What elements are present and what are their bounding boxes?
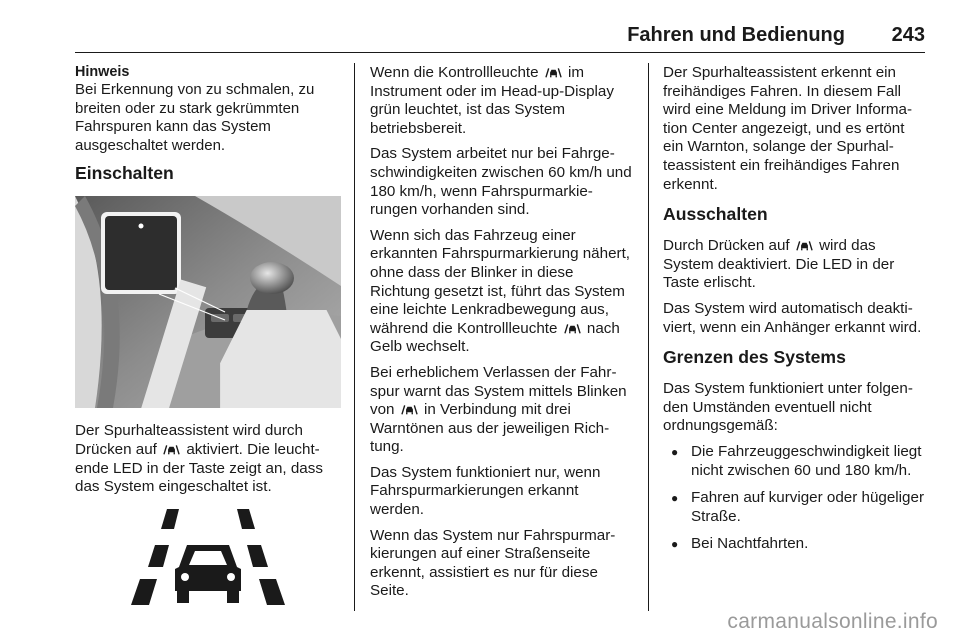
column-divider-2	[648, 63, 649, 611]
lane-keep-assist-icon	[545, 67, 562, 78]
column-2	[370, 64, 634, 608]
lane-keep-assist-symbol	[75, 505, 341, 609]
paragraph-limits: Das System funktioniert unter folgenden Umständen eventuell nicht ordnungsgemäß:	[663, 380, 913, 435]
paragraph-3: Wenn sich das Fahrzeug einer erkannten Fahrspurmarkierung nähert, ohne dass der Blinker in diese Richtung gesetzt ist, führt das System eine leichte Lenkradbewegung aus, während die Kontrollleuchte nach Gelb wechselt.	[370, 226, 631, 356]
heading-ausschalten: Ausschalten	[663, 204, 768, 225]
paragraph-deactivate: Durch Drücken auf wird das System deaktiviert. Die LED in der Taste erlischt.	[663, 237, 895, 292]
activation-text: Der Spurhalteassistent wird durch Drücken auf aktiviert. Die leuchtende LED in der Taste zeigt an, dass das System eingeschaltet ist.	[75, 422, 323, 496]
paragraph-4: Bei erheblichem Verlassen der Fahrspur warnt das System mittels Blinken von in Verbindung mit drei Warntönen aus der jeweiligen Richtung.	[370, 363, 627, 456]
lane-keep-assist-icon	[401, 404, 418, 415]
list-item: ● Die Fahrzeuggeschwindigkeit liegt nicht zwischen 60 und 180 km/h.	[663, 443, 927, 480]
lane-keep-assist-icon	[796, 240, 813, 251]
paragraph-1: Wenn die Kontrollleuchte im Instrument oder im Head-up-Display grün leuchtet, ist das System betriebsbereit.	[370, 64, 614, 137]
paragraph-trailer: Das System wird automatisch deaktiviert, wenn ein Anhänger erkannt wird.	[663, 299, 922, 336]
watermark: carmanualsonline.info	[727, 610, 938, 633]
limits-list	[663, 443, 927, 554]
note-body: Bei Erkennung von zu schmalen, zu breiten oder zu stark gekrümmten Fahrspuren kann das System ausgeschaltet werden.	[75, 81, 315, 154]
gear-console-photo	[75, 196, 341, 408]
header-rule	[75, 52, 925, 53]
note-title: Hinweis	[75, 64, 130, 80]
heading-grenzen: Grenzen des Systems	[663, 347, 846, 368]
column-1	[75, 64, 341, 623]
page-title: Fahren und Bedienung	[627, 24, 845, 46]
page-header	[75, 24, 925, 54]
list-item: ● Fahren auf kurviger oder hügeliger Straße.	[663, 489, 927, 526]
heading-einschalten: Einschalten	[75, 163, 174, 184]
lane-keep-assist-icon	[564, 323, 581, 334]
column-divider-1	[354, 63, 355, 611]
paragraph-5: Das System funktioniert nur, wenn Fahrspurmarkierungen erkannt werden.	[370, 463, 601, 519]
column-3	[663, 64, 927, 563]
paragraph-6: Wenn das System nur Fahrspurmarkierungen auf einer Straßenseite erkennt, assistiert es nur für diese Seite.	[370, 526, 616, 600]
list-item: ● Bei Nachtfahrten.	[663, 535, 927, 554]
paragraph-hands-off: Der Spurhalteassistent erkennt ein freihändiges Fahren. In diesem Fall wird eine Meldung im Driver Information Center angezeigt, und es ertönt ein Warnton, solange der Spurhalteassistent ein freihändiges Fahren erkennt.	[663, 64, 912, 193]
page-number: 243	[891, 24, 925, 46]
lane-keep-assist-icon	[163, 444, 180, 455]
paragraph-2: Das System arbeitet nur bei Fahrgeschwindigkeiten zwischen 60 km/h und 180 km/h, wenn Fahrspurmarkierungen vorhanden sind.	[370, 145, 632, 219]
